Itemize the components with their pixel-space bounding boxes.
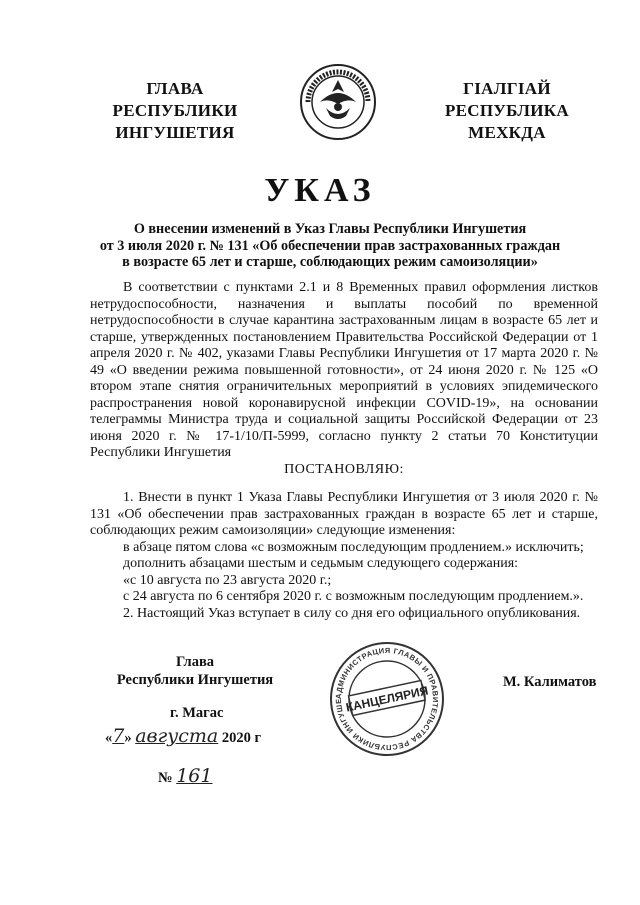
decree-item: дополнить абзацами шестым и седьмым следующего содержания:	[123, 556, 519, 571]
decree-item: «с 10 августа по 23 августа 2020 г.;	[123, 572, 332, 588]
date-year: 2020 г	[221, 730, 262, 746]
signatory-name: М. Калиматов	[503, 674, 597, 690]
date-open-quote: «	[105, 730, 113, 746]
header-left-line: РЕСПУБЛИКИ	[112, 101, 238, 120]
number-prefix: №	[158, 770, 173, 786]
date-close-quote: »	[124, 730, 132, 746]
position-line: Республики Ингушетия	[116, 672, 274, 688]
subject-line: О внесении изменений в Указ Главы Республики Ингушетия	[133, 221, 527, 237]
preamble-paragraph: В соответствии с пунктами 2.1 и 8 Временных правил оформления листков нетрудоспособности, назначения и выплаты пособий по временной нетрудоспособности в случае карантина застрахованным лицам в возрасте 65 лет и старше, утвержденных постановлением Правительства Российской Федерации от 1 апреля 2020 г. № 402, указами Главы Республики Ингушетия от 17 марта 2020 г. № 49 «О введении режима повышенной готовности», от 24 июня 2020 г. № 125 «О втором этапе снятия ограничительных мероприятий в условиях эпидемического распространения новой коронавирусной инфекции COVID-19», на основании телеграммы Министра труда и социальной защиты Российской Федерации от 23 июня 2020 г. № 17-1/10/П-5999, согласно пункту 2 статьи 70 Конституции Республики Ингушетия	[90, 280, 598, 460]
decree-word: ПОСТАНОВЛЯЮ:	[284, 461, 404, 477]
coat-of-arms-emblem	[298, 62, 378, 142]
decree-item: в абзаце пятом слова «с возможным последующим продлением.» исключить;	[123, 539, 584, 555]
subject-line: от 3 июля 2020 г. № 131 «Об обеспечении прав застрахованных граждан	[99, 237, 561, 254]
signature-position	[110, 653, 280, 689]
header-left-line: ИНГУШЕТИЯ	[115, 123, 235, 142]
date-month-handwritten: августа	[135, 725, 219, 747]
stamp-label: КАНЦЕЛЯРИЯ	[344, 683, 430, 715]
stamp-ring-text: АДМИНИСТРАЦИЯ ГЛАВЫ И ПРАВИТЕЛЬСТВА РЕСПУБЛИКИ ИНГУШЕ	[333, 645, 441, 753]
number-handwritten: 161	[176, 765, 213, 787]
subject-line: в возрасте 65 лет и старше, соблюдающих режим самоизоляции»	[122, 254, 538, 270]
header-right-line: МЕХКДА	[468, 123, 546, 142]
header-left-title	[100, 78, 250, 144]
header-right-title	[432, 78, 582, 144]
issue-place: г. Магас	[170, 705, 224, 721]
header-right-line: РЕСПУБЛИКА	[444, 101, 569, 120]
office-stamp	[328, 640, 446, 758]
decree-item: с 24 августа по 6 сентября 2020 г. с возможным последующим продлением.».	[123, 589, 584, 604]
document-title: УКАЗ	[264, 172, 376, 209]
date-day-handwritten: 7	[112, 725, 125, 747]
header-left-line: ГЛАВА	[146, 79, 204, 98]
position-line: Глава	[175, 654, 215, 670]
decree-item: 1. Внести в пункт 1 Указа Главы Республики Ингушетия от 3 июля 2020 г. № 131 «Об обеспечении прав застрахованных граждан в возрасте 65 лет и старше, соблюдающих режим самоизоляции» следующие изменения:	[90, 490, 598, 538]
issue-date	[105, 725, 261, 747]
decree-item: 2. Настоящий Указ вступает в силу со дня его официального опубликования.	[123, 605, 581, 621]
preamble-block	[90, 280, 598, 478]
decree-number	[158, 765, 212, 787]
decree-items	[90, 490, 598, 622]
document-subject	[95, 221, 565, 271]
header-right-line: ГIАЛГIАЙ	[463, 79, 551, 98]
